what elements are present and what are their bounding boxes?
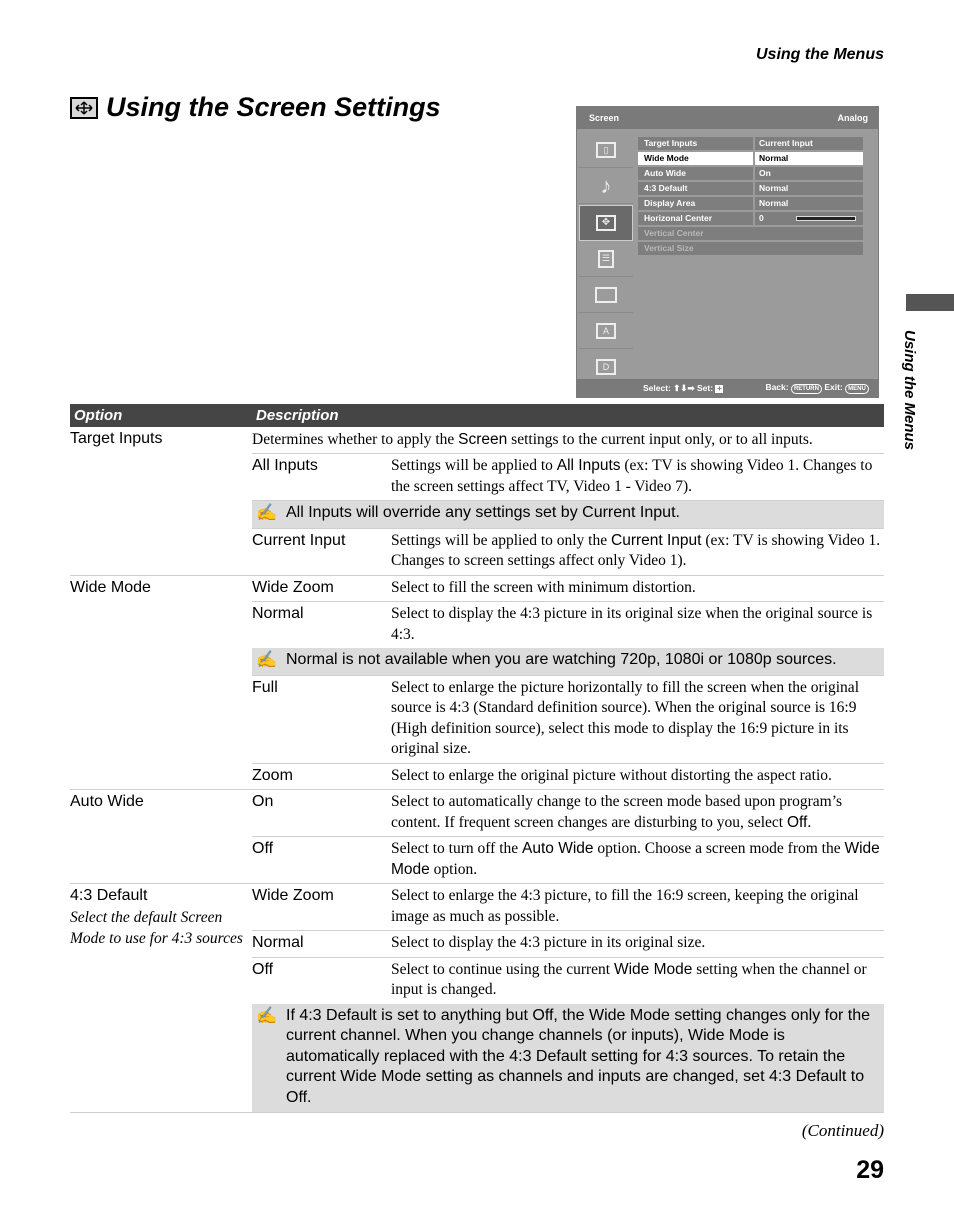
tv-footer-select: Select: ⬆⬇➡ Set: + [643, 382, 722, 393]
menu-key-icon: MENU [845, 384, 869, 394]
tv-slider-bar [796, 216, 856, 221]
tv-menu-title: Screen [589, 113, 620, 123]
tv-row-display-area: Display Area Normal [638, 197, 863, 210]
setting-normal: Normal Select to display the 4:3 picture in its original size. [252, 931, 884, 958]
option-intro: Determines whether to apply the Screen settings to the current input only, or to all inputs. [252, 427, 884, 454]
note-pencil-icon: ✍ [256, 650, 278, 669]
table-header [70, 404, 884, 427]
option-target-inputs [70, 427, 884, 576]
screen-settings-icon [70, 97, 98, 119]
digital-setup-icon: D [579, 350, 633, 385]
tv-row-vertical-size: Vertical Size [638, 242, 863, 255]
option-name: Target Inputs [70, 430, 163, 447]
option-name: Wide Mode [70, 578, 151, 596]
option-auto-wide [70, 790, 884, 884]
setting-wide-zoom: Wide Zoom Select to fill the screen with minimum distortion. [252, 576, 884, 603]
tv-row-auto-wide: Auto Wide On [638, 167, 863, 180]
header-description: Description [256, 407, 339, 424]
sound-icon: ♪ [579, 169, 633, 204]
page-title: Using the Screen Settings [106, 92, 441, 122]
tv-screen-menu [576, 106, 879, 398]
tv-menu-rows [638, 137, 863, 257]
tv-row-horizontal-center: Horizonal Center 0 [638, 212, 863, 225]
note: ✍ Normal is not available when you are watching 720p, 1080i or 1080p sources. [252, 648, 884, 676]
setting-current-input: Current Input Settings will be applied to only the Current Input (ex: TV is showing Video 1. Changes to screen settings affect only Video 1). [252, 531, 881, 569]
page-number: 29 [856, 1156, 884, 1184]
note: ✍ All Inputs will override any settings set by Current Input. [252, 501, 884, 529]
screen-icon: ✥ [579, 205, 633, 241]
channel-icon: ☰ [579, 242, 633, 277]
options-table [70, 404, 884, 1113]
arrow-keys-icon: ⬆⬇➡ [673, 382, 695, 393]
option-subtitle: Select the default Screen Mode to use for 4:3 sources [70, 909, 243, 947]
tv-row-43-default: 4:3 Default Normal [638, 182, 863, 195]
setting-off: Off Select to continue using the current Wide Mode setting when the channel or input is changed. [252, 960, 867, 998]
header-option: Option [74, 407, 123, 424]
setting-off: Off Select to turn off the Auto Wide option. Choose a screen mode from the Wide Mode option. [252, 840, 880, 878]
option-43-default [70, 884, 884, 1113]
continued-marker: (Continued) [801, 1121, 884, 1140]
setting-all-inputs: All Inputs Settings will be applied to All Inputs (ex: TV is showing Video 1. Changes to the screen settings affect TV, Video 1 - Video 7). [252, 454, 884, 501]
setting-full: Full Select to enlarge the picture horizontally to fill the screen when the original source is 4:3 (Standard definition source). When the original source is 16:9 (High definition source), select this mode to display the 16:9 picture in its original size. [252, 676, 884, 764]
option-wide-mode [70, 576, 884, 791]
option-name: Auto Wide [70, 793, 144, 810]
analog-setup-icon: A [579, 314, 633, 349]
picture-icon: ▯ [579, 133, 633, 168]
side-tab-marker [906, 294, 954, 311]
tv-menu-header [577, 107, 878, 129]
setting-zoom: Zoom Select to enlarge the original picture without distorting the aspect ratio. [252, 766, 832, 784]
tv-menu-footer [577, 379, 878, 397]
setting-wide-zoom: Wide Zoom Select to enlarge the 4:3 picture, to fill the 16:9 screen, keeping the original image as much as possible. [252, 884, 884, 931]
note: ✍ If 4:3 Default is set to anything but Off, the Wide Mode setting changes only for the current channel. When you change channels (or inputs), Wide Mode is automatically replaced with the 4:3 Default setting for 4:3 sources. To retain the current Wide Mode setting as channels and inputs are changed, set 4:3 Default to Off. [252, 1004, 884, 1113]
tv-menu-icon-column [579, 133, 633, 373]
tv-row-vertical-center: Vertical Center [638, 227, 863, 240]
return-key-icon: RETURN [791, 384, 822, 394]
option-name: 4:3 Default [70, 887, 148, 904]
note-pencil-icon: ✍ [256, 1005, 278, 1025]
tv-menu-source: Analog [837, 113, 868, 123]
tv-row-target-inputs: Target Inputs Current Input [638, 137, 863, 150]
setting-on: On Select to automatically change to the screen mode based upon program’s content. If frequent screen changes are disturbing to you, select Off. [252, 790, 884, 837]
side-tab-label: Using the Menus [901, 330, 918, 451]
tv-row-wide-mode: Wide Mode Normal [638, 152, 863, 165]
display-icon [579, 278, 633, 313]
title-block [70, 92, 441, 123]
tv-footer-back-exit: Back: RETURN Exit: MENU [765, 382, 868, 394]
note-pencil-icon: ✍ [256, 503, 278, 522]
running-head: Using the Menus [755, 46, 884, 63]
set-key-icon: + [717, 383, 722, 393]
setting-normal: Normal Select to display the 4:3 picture in its original size when the original source is 4:3. [252, 605, 873, 643]
